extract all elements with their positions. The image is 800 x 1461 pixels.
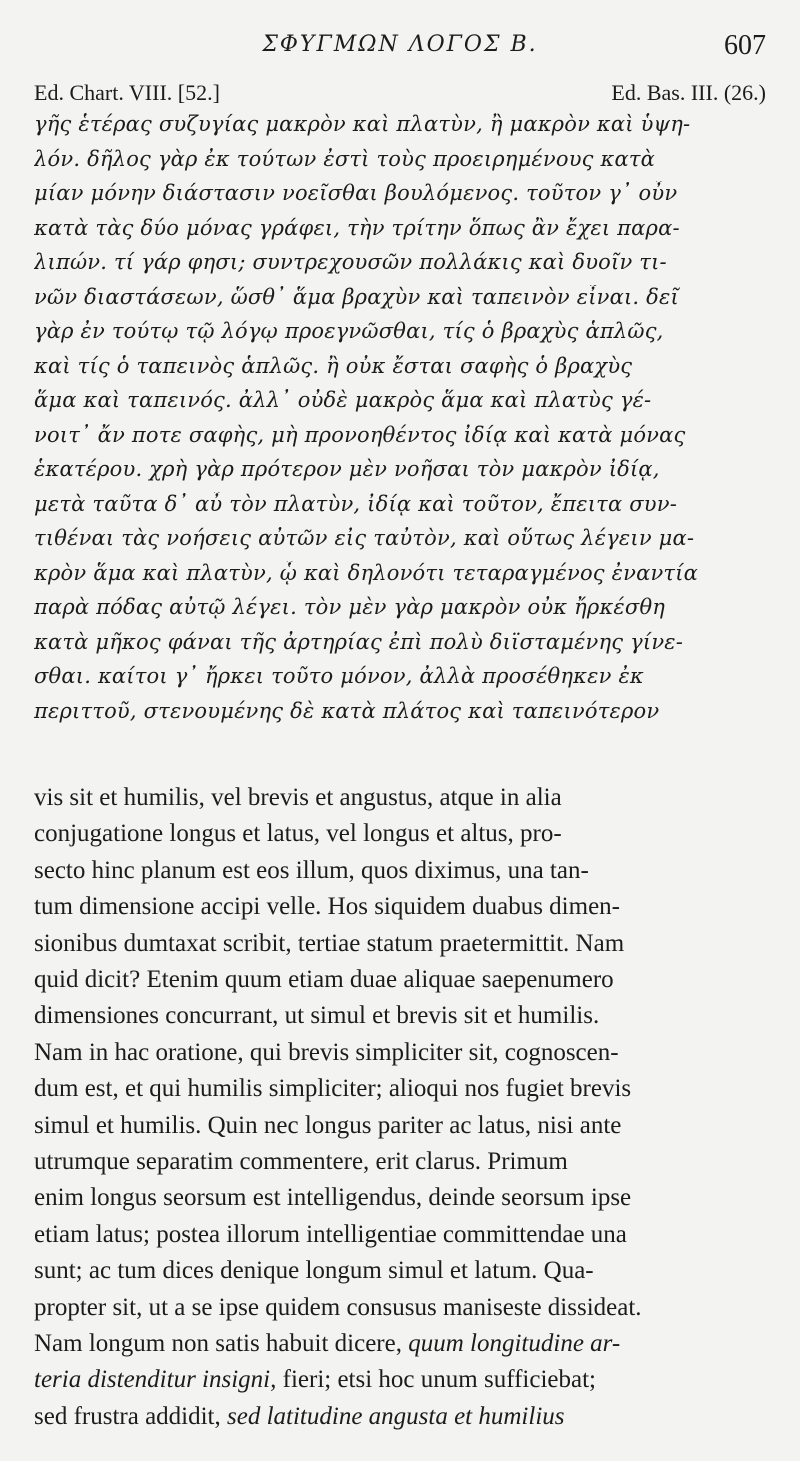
greek-line: νῶν διαστάσεων, ὥσθ᾽ ἅμα βραχὺν καὶ ταπεινὸν εἶναι. δεῖ xyxy=(34,284,679,309)
latin-line xyxy=(34,857,766,885)
latin-text: utrumque separatim commentere, erit clarus. Primum xyxy=(34,1148,568,1175)
greek-line: ἑκατέρου. χρὴ γὰρ πρότερον μὲν νοῆσαι τὸν μακρὸν ἰδίᾳ, xyxy=(34,457,660,481)
latin-italic-quote: teria distenditur insigni, xyxy=(34,1366,277,1394)
latin-line xyxy=(34,1002,766,1030)
latin-text: fieri; etsi hoc unum sufficiebat; xyxy=(276,1366,596,1394)
latin-line xyxy=(34,966,766,994)
greek-line: καὶ τίς ὁ ταπεινὸς ἁπλῶς. ἢ οὐκ ἔσται σαφὴς ὁ βραχὺς xyxy=(34,353,633,378)
greek-line: περιττοῦ, στενουμένης δὲ κατὰ πλάτος καὶ ταπεινότερον xyxy=(34,698,660,723)
page-number: 607 xyxy=(724,30,766,61)
greek-line: τιθέναι τὰς νοήσεις αὐτῶν εἰς ταὐτὸν, καὶ οὕτως λέγειν μα- xyxy=(34,526,695,550)
latin-line xyxy=(34,1366,766,1394)
latin-text: quid dicit? Etenim quum etiam duae aliquae saepenumero xyxy=(34,966,614,993)
latin-line xyxy=(34,820,766,848)
greek-line: λόν. δῆλος γὰρ ἐκ τούτων ἐστὶ τοὺς προειρημένους κατὰ xyxy=(34,146,656,171)
greek-line: μετὰ ταῦτα δ᾽ αὖ τὸν πλατὺν, ἰδίᾳ καὶ τοῦτον, ἔπειτα συν- xyxy=(34,491,678,516)
greek-line: λιπών. τί γάρ φησι; συντρεχουσῶν πολλάκις καὶ δυοῖν τι- xyxy=(34,250,667,274)
greek-line: κατὰ τὰς δύο μόνας γράφει, τὴν τρίτην ὅπως ἂν ἔχει παρα- xyxy=(34,215,680,240)
latin-text: tum dimensione accipi velle. Hos siquidem duabus dimen- xyxy=(34,893,620,921)
latin-line xyxy=(34,1148,766,1176)
latin-text: conjugatione longus et latus, vel longus et altus, pro- xyxy=(34,820,562,848)
latin-line xyxy=(34,1039,766,1067)
latin-text: secto hinc planum est eos illum, quos diximus, una tan- xyxy=(34,856,589,884)
latin-text: dimensiones concurrant, ut simul et brevis sit et humilis. xyxy=(34,1002,600,1030)
latin-text: enim longus seorsum est intelligendus, deinde seorsum ipse xyxy=(34,1184,632,1212)
latin-text: Nam longum non satis habuit dicere, xyxy=(34,1330,409,1357)
edition-reference-basel: Ed. Bas. III. (26.) xyxy=(611,80,766,105)
latin-line xyxy=(34,893,766,921)
edition-reference-chartier: Ed. Chart. VIII. [52.] xyxy=(34,80,220,105)
latin-line xyxy=(34,1294,766,1322)
latin-line xyxy=(34,1221,766,1249)
latin-line xyxy=(34,1257,766,1285)
latin-text: sunt; ac tum dices denique longum simul et latum. Qua- xyxy=(34,1257,594,1285)
latin-line xyxy=(34,1112,766,1140)
latin-text: vis sit et humilis, vel brevis et angustus, atque in alia xyxy=(34,784,562,811)
greek-line: μίαν μόνην διάστασιν νοεῖσθαι βουλόμενος. τοῦτον γ᾽ οὖν xyxy=(34,181,678,205)
greek-line: κατὰ μῆκος φάναι τῆς ἀρτηρίας ἐπὶ πολὺ διϊσταμένης γίνε- xyxy=(34,629,684,654)
latin-text: dum est, et qui humilis simpliciter; alioqui nos fugiet brevis xyxy=(34,1075,632,1103)
latin-line xyxy=(34,930,766,958)
running-title: ΣΦΥΓΜΩΝ ΛΟΓΟΣ Β. xyxy=(262,32,538,57)
greek-line: ἅμα καὶ ταπεινός. ἀλλ᾽ οὐδὲ μακρὸς ἅμα καὶ πλατὺς γέ- xyxy=(34,388,652,412)
greek-line: νοιτ᾽ ἄν ποτε σαφὴς, μὴ προνοηθέντος ἰδίᾳ καὶ κατὰ μόνας xyxy=(34,422,686,447)
latin-text: sionibus dumtaxat scribit, tertiae statum praetermittit. Nam xyxy=(34,929,625,957)
latin-text: etiam latus; postea illorum intelligentiae committendae una xyxy=(34,1220,627,1248)
latin-line xyxy=(34,1330,766,1358)
latin-italic-quote: sed latitudine angusta et humilius xyxy=(227,1402,565,1430)
latin-text: simul et humilis. Quin nec longus pariter ac latus, nisi ante xyxy=(34,1111,622,1139)
latin-text: sed frustra addidit, xyxy=(34,1402,228,1430)
greek-line: παρὰ πόδας αὐτῷ λέγει. τὸν μὲν γὰρ μακρὸν οὐκ ἤρκέσθη xyxy=(34,595,666,619)
latin-text: propter sit, ut a se ipse quidem consusus maniseste dissideat. xyxy=(34,1293,642,1321)
latin-line xyxy=(34,1075,766,1103)
latin-text: Nam in hac oratione, qui brevis simpliciter sit, cognoscen- xyxy=(34,1038,619,1066)
latin-italic-quote: quum longitudine ar- xyxy=(408,1330,621,1357)
latin-line xyxy=(34,1403,766,1431)
greek-line: γὰρ ἐν τούτῳ τῷ λόγῳ προεγνῶσθαι, τίς ὁ βραχὺς ἁπλῶς, xyxy=(34,319,664,343)
greek-line: γῆς ἑτέρας συζυγίας μακρὸν καὶ πλατὺν, ἢ μακρὸν καὶ ὑψη- xyxy=(34,112,691,136)
greek-line: κρὸν ἅμα καὶ πλατὺν, ᾧ καὶ δηλονότι τεταραγμένος ἐναντία xyxy=(34,560,699,585)
latin-line xyxy=(34,784,766,812)
greek-line: σθαι. καίτοι γ᾽ ἤρκει τοῦτο μόνον, ἀλλὰ προσέθηκεν ἐκ xyxy=(34,664,644,688)
latin-line xyxy=(34,1184,766,1212)
